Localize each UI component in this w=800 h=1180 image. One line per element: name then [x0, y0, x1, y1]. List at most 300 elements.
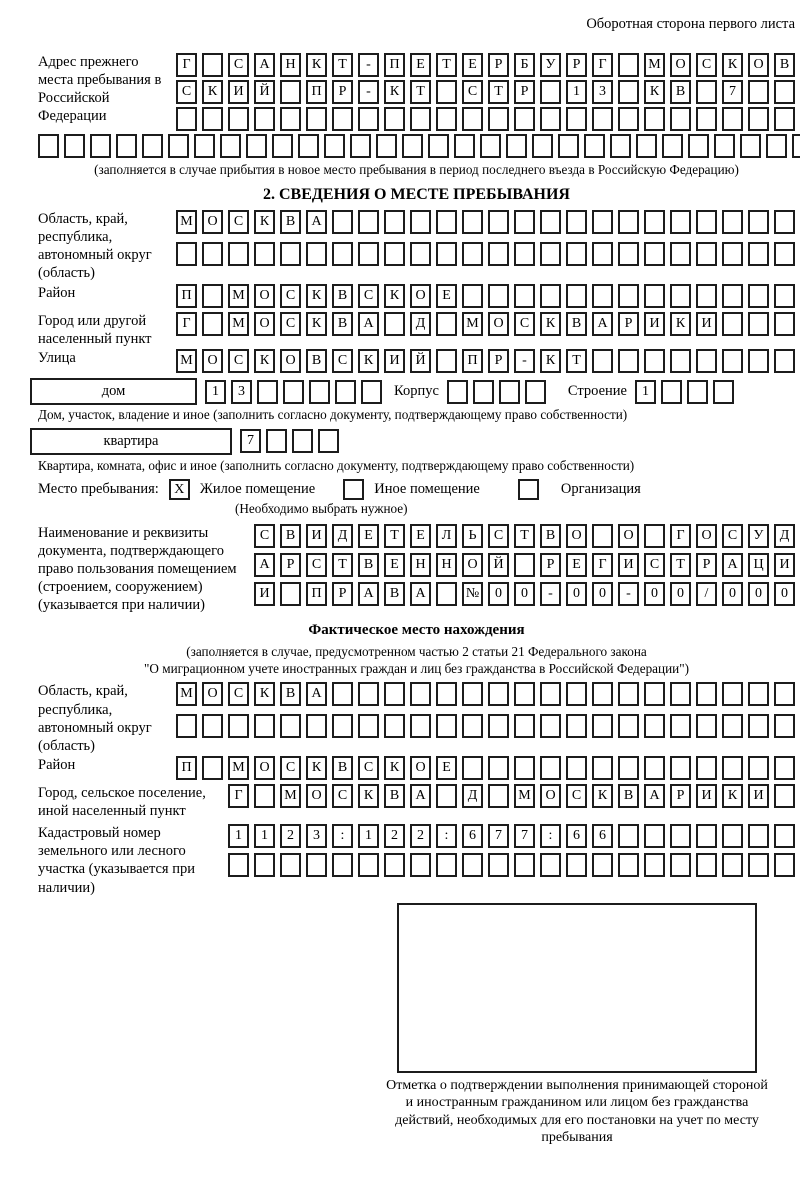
char-cell[interactable]: С	[462, 80, 483, 104]
char-cell[interactable]	[592, 524, 613, 548]
char-cell[interactable]: -	[540, 582, 561, 606]
char-cell[interactable]	[713, 380, 734, 404]
char-cell[interactable]	[696, 107, 717, 131]
char-cell[interactable]	[436, 80, 457, 104]
char-cell[interactable]	[514, 853, 535, 877]
char-cell[interactable]	[358, 107, 379, 131]
char-cell[interactable]	[358, 853, 379, 877]
char-cell[interactable]	[748, 824, 769, 848]
char-cell[interactable]: Г	[228, 784, 249, 808]
char-cell[interactable]	[410, 714, 431, 738]
char-cell[interactable]	[462, 756, 483, 780]
char-cell[interactable]: О	[748, 53, 769, 77]
char-cell[interactable]	[722, 756, 743, 780]
char-cell[interactable]: Г	[592, 553, 613, 577]
char-cell[interactable]: С	[280, 756, 301, 780]
char-cell[interactable]: :	[540, 824, 561, 848]
char-cell[interactable]	[488, 714, 509, 738]
char-cell[interactable]	[670, 349, 691, 373]
char-cell[interactable]	[462, 682, 483, 706]
char-cell[interactable]: О	[254, 312, 275, 336]
char-cell[interactable]: О	[566, 524, 587, 548]
char-cell[interactable]	[644, 824, 665, 848]
char-cell[interactable]: М	[228, 756, 249, 780]
char-cell[interactable]	[350, 134, 371, 158]
char-cell[interactable]: К	[306, 53, 327, 77]
char-cell[interactable]	[661, 380, 682, 404]
char-cell[interactable]: И	[748, 784, 769, 808]
char-cell[interactable]	[566, 756, 587, 780]
char-cell[interactable]: А	[722, 553, 743, 577]
char-cell[interactable]	[618, 714, 639, 738]
char-cell[interactable]: Й	[254, 80, 275, 104]
char-cell[interactable]	[514, 210, 535, 234]
char-cell[interactable]	[436, 714, 457, 738]
char-cell[interactable]	[722, 824, 743, 848]
char-cell[interactable]	[540, 284, 561, 308]
char-cell[interactable]: 7	[488, 824, 509, 848]
char-cell[interactable]: О	[696, 524, 717, 548]
char-cell[interactable]: О	[462, 553, 483, 577]
char-cell[interactable]: К	[540, 312, 561, 336]
char-cell[interactable]: О	[254, 284, 275, 308]
char-cell[interactable]: М	[280, 784, 301, 808]
char-cell[interactable]	[324, 134, 345, 158]
char-cell[interactable]	[592, 210, 613, 234]
char-cell[interactable]	[410, 853, 431, 877]
char-cell[interactable]	[644, 682, 665, 706]
char-cell[interactable]: О	[618, 524, 639, 548]
char-cell[interactable]: В	[280, 210, 301, 234]
char-cell[interactable]	[202, 756, 223, 780]
char-cell[interactable]: Й	[488, 553, 509, 577]
char-cell[interactable]	[473, 380, 494, 404]
char-cell[interactable]: С	[280, 284, 301, 308]
char-cell[interactable]	[584, 134, 605, 158]
char-cell[interactable]: Т	[488, 80, 509, 104]
char-cell[interactable]	[670, 107, 691, 131]
char-cell[interactable]	[592, 714, 613, 738]
char-cell[interactable]: 1	[254, 824, 275, 848]
char-cell[interactable]: Т	[332, 553, 353, 577]
char-cell[interactable]: В	[332, 312, 353, 336]
char-cell[interactable]	[644, 349, 665, 373]
char-cell[interactable]	[436, 210, 457, 234]
char-cell[interactable]	[618, 682, 639, 706]
char-cell[interactable]	[142, 134, 163, 158]
char-cell[interactable]: К	[254, 349, 275, 373]
char-cell[interactable]	[384, 682, 405, 706]
char-cell[interactable]	[696, 284, 717, 308]
char-cell[interactable]	[283, 380, 304, 404]
char-cell[interactable]	[696, 824, 717, 848]
char-cell[interactable]	[436, 312, 457, 336]
char-cell[interactable]: В	[618, 784, 639, 808]
char-cell[interactable]: Е	[358, 524, 379, 548]
char-cell[interactable]	[410, 210, 431, 234]
char-cell[interactable]: Г	[176, 312, 197, 336]
char-cell[interactable]: О	[202, 682, 223, 706]
char-cell[interactable]	[410, 107, 431, 131]
char-cell[interactable]: О	[202, 210, 223, 234]
char-cell[interactable]	[748, 242, 769, 266]
char-cell[interactable]	[774, 284, 795, 308]
char-cell[interactable]: Л	[436, 524, 457, 548]
char-cell[interactable]	[358, 210, 379, 234]
char-cell[interactable]	[246, 134, 267, 158]
char-cell[interactable]: 6	[462, 824, 483, 848]
char-cell[interactable]: 7	[722, 80, 743, 104]
char-cell[interactable]: 2	[384, 824, 405, 848]
char-cell[interactable]	[618, 349, 639, 373]
char-cell[interactable]	[202, 312, 223, 336]
char-cell[interactable]: Е	[384, 553, 405, 577]
char-cell[interactable]: К	[254, 210, 275, 234]
char-cell[interactable]	[488, 210, 509, 234]
char-cell[interactable]: И	[774, 553, 795, 577]
char-cell[interactable]	[714, 134, 735, 158]
char-cell[interactable]	[332, 210, 353, 234]
char-cell[interactable]	[748, 284, 769, 308]
char-cell[interactable]	[280, 242, 301, 266]
char-cell[interactable]: С	[280, 312, 301, 336]
char-cell[interactable]	[38, 134, 59, 158]
char-cell[interactable]	[792, 134, 800, 158]
char-cell[interactable]: К	[254, 682, 275, 706]
char-cell[interactable]	[228, 242, 249, 266]
char-cell[interactable]	[592, 349, 613, 373]
char-cell[interactable]	[722, 682, 743, 706]
char-cell[interactable]: Р	[280, 553, 301, 577]
char-cell[interactable]: А	[358, 582, 379, 606]
char-cell[interactable]	[514, 242, 535, 266]
char-cell[interactable]	[644, 107, 665, 131]
char-cell[interactable]: 2	[280, 824, 301, 848]
char-cell[interactable]	[540, 714, 561, 738]
char-cell[interactable]: О	[488, 312, 509, 336]
char-cell[interactable]: К	[306, 284, 327, 308]
char-cell[interactable]	[610, 134, 631, 158]
char-cell[interactable]: 6	[592, 824, 613, 848]
char-cell[interactable]	[202, 714, 223, 738]
char-cell[interactable]: Р	[514, 80, 535, 104]
char-cell[interactable]	[722, 242, 743, 266]
char-cell[interactable]: В	[306, 349, 327, 373]
char-cell[interactable]: Т	[514, 524, 535, 548]
char-cell[interactable]: Т	[670, 553, 691, 577]
char-cell[interactable]: А	[254, 553, 275, 577]
char-cell[interactable]	[696, 682, 717, 706]
char-cell[interactable]: Й	[410, 349, 431, 373]
char-cell[interactable]: К	[722, 784, 743, 808]
char-cell[interactable]	[384, 853, 405, 877]
char-cell[interactable]	[202, 284, 223, 308]
char-cell[interactable]	[280, 582, 301, 606]
char-cell[interactable]	[696, 714, 717, 738]
char-cell[interactable]: 2	[410, 824, 431, 848]
char-cell[interactable]: В	[384, 784, 405, 808]
char-cell[interactable]: О	[670, 53, 691, 77]
char-cell[interactable]	[361, 380, 382, 404]
char-cell[interactable]	[748, 714, 769, 738]
char-cell[interactable]	[436, 784, 457, 808]
char-cell[interactable]	[376, 134, 397, 158]
char-cell[interactable]: М	[176, 349, 197, 373]
char-cell[interactable]: Р	[332, 582, 353, 606]
char-cell[interactable]: С	[228, 210, 249, 234]
char-cell[interactable]: К	[202, 80, 223, 104]
char-cell[interactable]: М	[644, 53, 665, 77]
char-cell[interactable]: И	[618, 553, 639, 577]
char-cell[interactable]: Е	[410, 524, 431, 548]
char-cell[interactable]	[774, 80, 795, 104]
char-cell[interactable]: К	[592, 784, 613, 808]
char-cell[interactable]: :	[436, 824, 457, 848]
char-cell[interactable]	[722, 312, 743, 336]
char-cell[interactable]	[384, 714, 405, 738]
char-cell[interactable]	[644, 714, 665, 738]
char-cell[interactable]	[254, 853, 275, 877]
char-cell[interactable]: К	[358, 349, 379, 373]
char-cell[interactable]	[410, 242, 431, 266]
char-cell[interactable]: И	[696, 312, 717, 336]
char-cell[interactable]	[462, 853, 483, 877]
char-cell[interactable]	[358, 242, 379, 266]
char-cell[interactable]: К	[540, 349, 561, 373]
char-cell[interactable]	[540, 80, 561, 104]
char-cell[interactable]: П	[176, 284, 197, 308]
char-cell[interactable]: 6	[566, 824, 587, 848]
char-cell[interactable]: С	[514, 312, 535, 336]
char-cell[interactable]	[722, 210, 743, 234]
char-cell[interactable]	[436, 853, 457, 877]
char-cell[interactable]: 0	[644, 582, 665, 606]
char-cell[interactable]: Р	[618, 312, 639, 336]
char-cell[interactable]: В	[384, 582, 405, 606]
char-cell[interactable]	[670, 824, 691, 848]
char-cell[interactable]	[436, 682, 457, 706]
char-cell[interactable]	[748, 210, 769, 234]
char-cell[interactable]	[566, 853, 587, 877]
char-cell[interactable]: У	[540, 53, 561, 77]
char-cell[interactable]: В	[566, 312, 587, 336]
char-cell[interactable]: 1	[205, 380, 226, 404]
char-cell[interactable]	[566, 242, 587, 266]
char-cell[interactable]	[774, 107, 795, 131]
char-cell[interactable]: С	[358, 284, 379, 308]
char-cell[interactable]: Т	[410, 80, 431, 104]
char-cell[interactable]	[670, 284, 691, 308]
char-cell[interactable]	[514, 714, 535, 738]
char-cell[interactable]: С	[696, 53, 717, 77]
char-cell[interactable]	[774, 210, 795, 234]
char-cell[interactable]	[618, 824, 639, 848]
char-cell[interactable]	[618, 53, 639, 77]
char-cell[interactable]: Д	[774, 524, 795, 548]
char-cell[interactable]: Р	[566, 53, 587, 77]
char-cell[interactable]	[228, 714, 249, 738]
char-cell[interactable]	[488, 756, 509, 780]
char-cell[interactable]	[748, 107, 769, 131]
char-cell[interactable]	[540, 756, 561, 780]
char-cell[interactable]: 0	[670, 582, 691, 606]
char-cell[interactable]: С	[644, 553, 665, 577]
char-cell[interactable]	[722, 853, 743, 877]
char-cell[interactable]	[774, 242, 795, 266]
char-cell[interactable]	[592, 284, 613, 308]
char-cell[interactable]: К	[644, 80, 665, 104]
char-cell[interactable]	[618, 853, 639, 877]
char-cell[interactable]	[774, 682, 795, 706]
char-cell[interactable]	[532, 134, 553, 158]
char-cell[interactable]: С	[254, 524, 275, 548]
char-cell[interactable]: -	[514, 349, 535, 373]
char-cell[interactable]: Т	[384, 524, 405, 548]
char-cell[interactable]	[462, 242, 483, 266]
char-cell[interactable]	[514, 284, 535, 308]
char-cell[interactable]: О	[306, 784, 327, 808]
char-cell[interactable]	[228, 107, 249, 131]
char-cell[interactable]	[670, 756, 691, 780]
char-cell[interactable]: М	[228, 312, 249, 336]
char-cell[interactable]	[558, 134, 579, 158]
char-cell[interactable]	[257, 380, 278, 404]
char-cell[interactable]	[662, 134, 683, 158]
char-cell[interactable]: М	[514, 784, 535, 808]
char-cell[interactable]	[332, 682, 353, 706]
char-cell[interactable]	[748, 756, 769, 780]
char-cell[interactable]: В	[540, 524, 561, 548]
char-cell[interactable]: Р	[488, 349, 509, 373]
char-cell[interactable]: 1	[228, 824, 249, 848]
char-cell[interactable]: И	[228, 80, 249, 104]
char-cell[interactable]: Д	[462, 784, 483, 808]
char-cell[interactable]	[540, 242, 561, 266]
char-cell[interactable]: Е	[410, 53, 431, 77]
char-cell[interactable]: П	[306, 80, 327, 104]
char-cell[interactable]: Ь	[462, 524, 483, 548]
char-cell[interactable]: К	[384, 756, 405, 780]
char-cell[interactable]: И	[644, 312, 665, 336]
char-cell[interactable]	[592, 853, 613, 877]
char-cell[interactable]: И	[384, 349, 405, 373]
char-cell[interactable]	[618, 107, 639, 131]
char-cell[interactable]	[298, 134, 319, 158]
char-cell[interactable]: Е	[566, 553, 587, 577]
char-cell[interactable]: К	[384, 80, 405, 104]
char-cell[interactable]: 0	[774, 582, 795, 606]
char-cell[interactable]: 1	[566, 80, 587, 104]
char-cell[interactable]: С	[228, 682, 249, 706]
char-cell[interactable]	[696, 756, 717, 780]
char-cell[interactable]: Т	[436, 53, 457, 77]
char-cell[interactable]: А	[644, 784, 665, 808]
char-cell[interactable]: 0	[722, 582, 743, 606]
char-cell[interactable]: С	[488, 524, 509, 548]
char-cell[interactable]: 3	[306, 824, 327, 848]
char-cell[interactable]: В	[280, 524, 301, 548]
char-cell[interactable]	[774, 756, 795, 780]
char-cell[interactable]	[428, 134, 449, 158]
char-cell[interactable]: С	[306, 553, 327, 577]
char-cell[interactable]: М	[228, 284, 249, 308]
char-cell[interactable]	[618, 756, 639, 780]
char-cell[interactable]	[462, 107, 483, 131]
char-cell[interactable]	[436, 107, 457, 131]
char-cell[interactable]	[176, 714, 197, 738]
char-cell[interactable]: М	[462, 312, 483, 336]
char-cell[interactable]: С	[228, 53, 249, 77]
char-cell[interactable]	[318, 429, 339, 453]
char-cell[interactable]	[480, 134, 501, 158]
char-cell[interactable]: У	[748, 524, 769, 548]
char-cell[interactable]	[306, 714, 327, 738]
char-cell[interactable]	[696, 853, 717, 877]
char-cell[interactable]: Р	[696, 553, 717, 577]
char-cell[interactable]	[566, 107, 587, 131]
char-cell[interactable]	[748, 853, 769, 877]
char-cell[interactable]: -	[358, 53, 379, 77]
char-cell[interactable]: И	[306, 524, 327, 548]
char-cell[interactable]	[644, 242, 665, 266]
char-cell[interactable]: 1	[358, 824, 379, 848]
char-cell[interactable]	[332, 853, 353, 877]
char-cell[interactable]	[688, 134, 709, 158]
char-cell[interactable]: 0	[748, 582, 769, 606]
char-cell[interactable]	[168, 134, 189, 158]
char-cell[interactable]	[254, 242, 275, 266]
char-cell[interactable]: 7	[514, 824, 535, 848]
char-cell[interactable]: №	[462, 582, 483, 606]
char-cell[interactable]	[618, 242, 639, 266]
char-cell[interactable]	[488, 682, 509, 706]
char-cell[interactable]	[332, 714, 353, 738]
char-cell[interactable]: О	[540, 784, 561, 808]
char-cell[interactable]: Р	[488, 53, 509, 77]
char-cell[interactable]	[64, 134, 85, 158]
char-cell[interactable]	[644, 853, 665, 877]
char-cell[interactable]	[447, 380, 468, 404]
char-cell[interactable]: Е	[436, 756, 457, 780]
char-cell[interactable]: А	[306, 682, 327, 706]
char-cell[interactable]: К	[670, 312, 691, 336]
char-cell[interactable]	[748, 682, 769, 706]
char-cell[interactable]	[748, 349, 769, 373]
char-cell[interactable]	[462, 210, 483, 234]
char-cell[interactable]: П	[176, 756, 197, 780]
char-cell[interactable]: А	[410, 582, 431, 606]
char-cell[interactable]	[202, 107, 223, 131]
char-cell[interactable]	[644, 284, 665, 308]
char-cell[interactable]: В	[358, 553, 379, 577]
char-cell[interactable]: В	[332, 284, 353, 308]
char-cell[interactable]	[90, 134, 111, 158]
char-cell[interactable]	[644, 524, 665, 548]
char-cell[interactable]	[644, 210, 665, 234]
char-cell[interactable]	[292, 429, 313, 453]
char-cell[interactable]	[384, 107, 405, 131]
char-cell[interactable]	[592, 242, 613, 266]
char-cell[interactable]: 1	[635, 380, 656, 404]
char-cell[interactable]	[254, 784, 275, 808]
char-cell[interactable]: В	[280, 682, 301, 706]
char-cell[interactable]: С	[332, 349, 353, 373]
char-cell[interactable]	[384, 242, 405, 266]
char-cell[interactable]: И	[254, 582, 275, 606]
char-cell[interactable]	[202, 242, 223, 266]
char-cell[interactable]: О	[410, 756, 431, 780]
char-cell[interactable]	[514, 756, 535, 780]
